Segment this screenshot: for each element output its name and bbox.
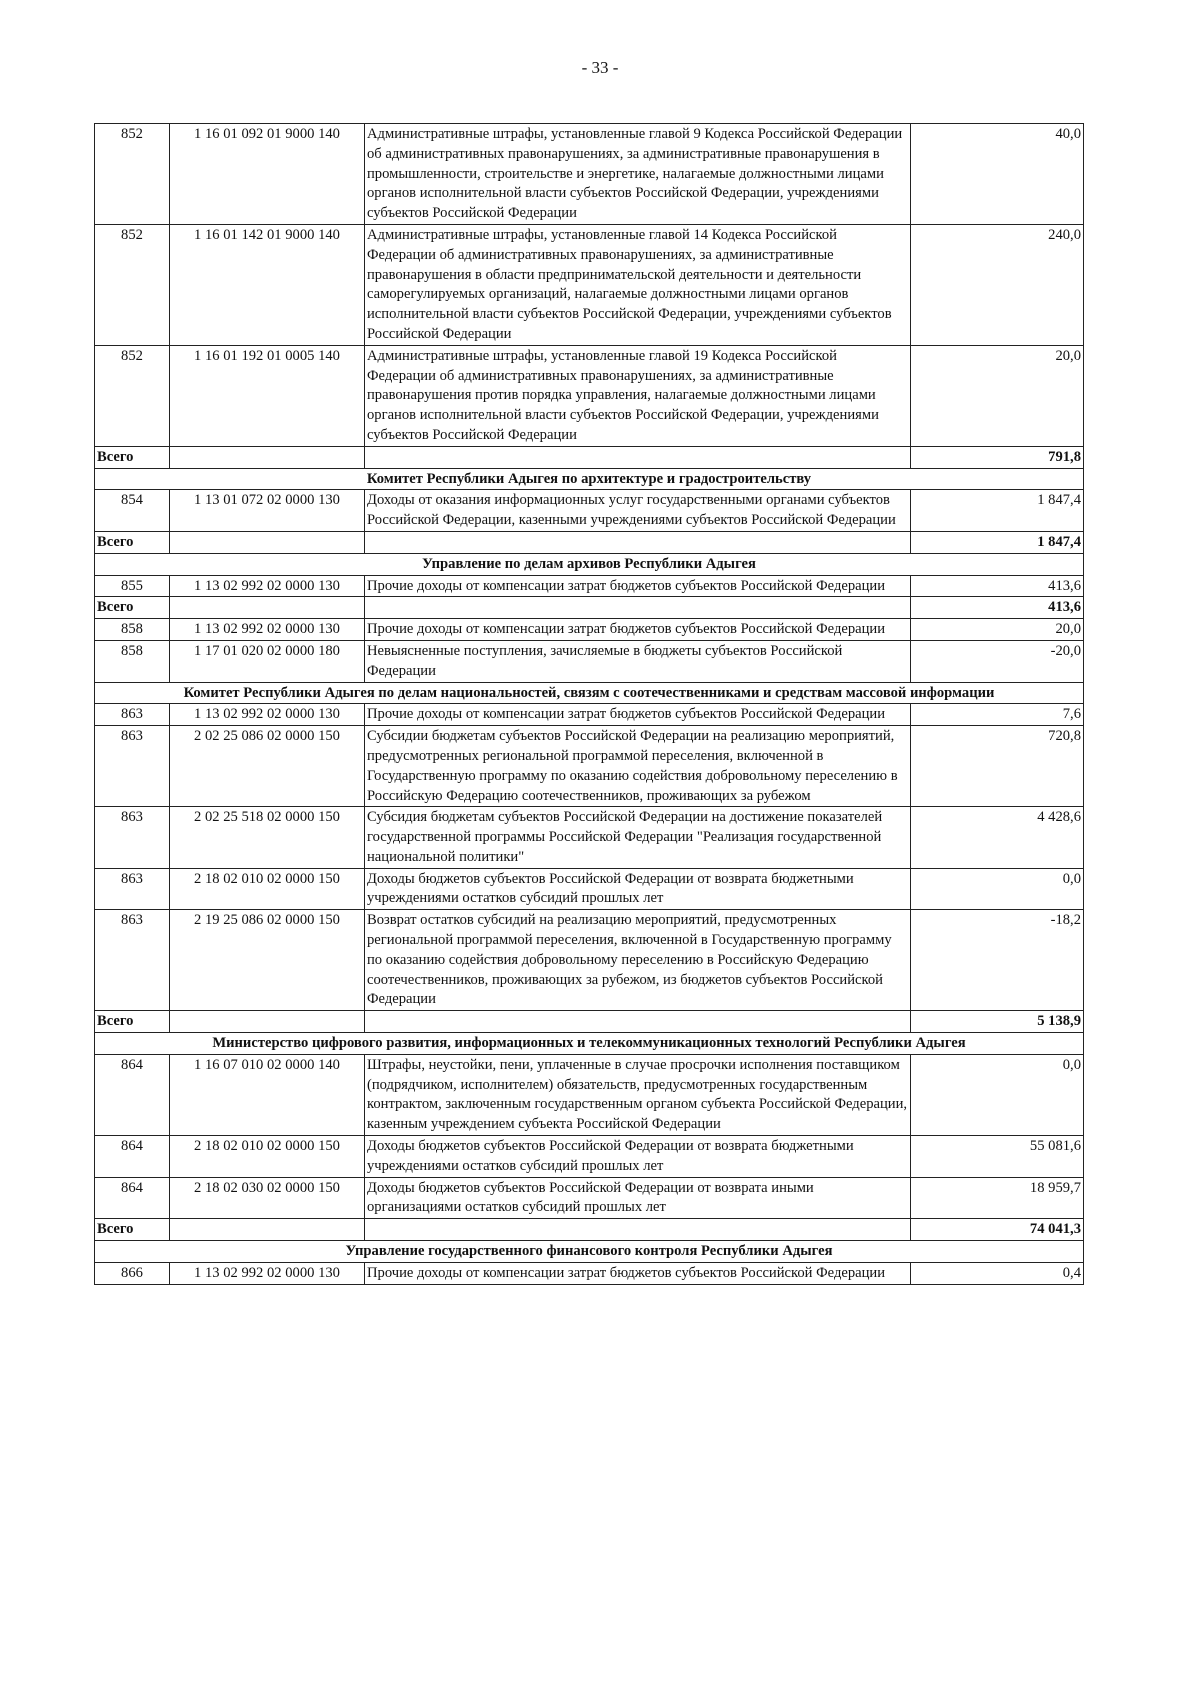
revenue-code-cell: 1 13 02 992 02 0000 130 [170,704,365,726]
amount-cell: 240,0 [911,224,1084,345]
amount-cell: 1 847,4 [911,490,1084,532]
table-row [95,726,1084,807]
admin-code-cell: 866 [95,1262,170,1284]
total-row [95,1219,1084,1241]
table-row [95,640,1084,682]
empty-cell [365,446,911,468]
admin-code-cell: 864 [95,1177,170,1219]
page-number: - 33 - [581,58,619,77]
empty-cell [365,597,911,619]
revenue-name-cell: Административные штрафы, установленные главой 14 Кодекса Российской Федерации об административных правонарушениях, за административные правонарушения в области предпринимательской деятельности и деятельности саморегулируемых организаций, налагаемые должностными лицами органов исполнительной власти субъектов Российской Федерации, учреждениями субъектов Российской Федерации [365,224,911,345]
empty-cell [170,1011,365,1033]
revenue-code-cell: 1 17 01 020 02 0000 180 [170,640,365,682]
revenue-name-cell: Субсидии бюджетам субъектов Российской Федерации на реализацию мероприятий, предусмотренных региональной программой переселения, включенной в Государственную программу по оказанию содействия добровольному переселению в Российскую Федерацию соотечественников, проживающих за рубежом [365,726,911,807]
table-row [95,1054,1084,1135]
amount-cell: 4 428,6 [911,807,1084,868]
admin-code-cell: 852 [95,345,170,446]
total-label-cell: Всего [95,1219,170,1241]
table-row [95,619,1084,641]
admin-code-cell: 863 [95,868,170,910]
admin-code-cell: 852 [95,124,170,225]
table-row [95,1177,1084,1219]
revenue-code-cell: 1 13 02 992 02 0000 130 [170,575,365,597]
section-title-cell: Комитет Республики Адыгея по делам национальностей, связям с соотечественниками и средствам массовой информации [95,682,1084,704]
amount-cell: -18,2 [911,910,1084,1011]
total-amount-cell: 5 138,9 [911,1011,1084,1033]
revenue-name-cell: Штрафы, неустойки, пени, уплаченные в случае просрочки исполнения поставщиком (подрядчиком, исполнителем) обязательств, предусмотренных государственным контрактом, заключенным государственным органом субъекта Российской Федерации, казенным учреждением субъекта Российской Федерации [365,1054,911,1135]
admin-code-cell: 854 [95,490,170,532]
revenue-table-body [95,124,1084,1285]
revenue-table [94,123,1084,1285]
section-header-row [95,468,1084,490]
revenue-code-cell: 1 16 01 192 01 0005 140 [170,345,365,446]
section-title-cell: Комитет Республики Адыгея по архитектуре и градостроительству [95,468,1084,490]
empty-cell [365,531,911,553]
amount-cell: 20,0 [911,619,1084,641]
amount-cell: -20,0 [911,640,1084,682]
revenue-name-cell: Доходы бюджетов субъектов Российской Федерации от возврата бюджетными учреждениями остатков субсидий прошлых лет [365,1136,911,1178]
revenue-name-cell: Доходы бюджетов субъектов Российской Федерации от возврата бюджетными учреждениями остатков субсидий прошлых лет [365,868,911,910]
table-row [95,345,1084,446]
revenue-name-cell: Прочие доходы от компенсации затрат бюджетов субъектов Российской Федерации [365,1262,911,1284]
admin-code-cell: 863 [95,910,170,1011]
table-row [95,1136,1084,1178]
amount-cell: 40,0 [911,124,1084,225]
amount-cell: 0,4 [911,1262,1084,1284]
total-amount-cell: 413,6 [911,597,1084,619]
revenue-name-cell: Прочие доходы от компенсации затрат бюджетов субъектов Российской Федерации [365,575,911,597]
section-title-cell: Министерство цифрового развития, информационных и телекоммуникационных технологий Республики Адыгея [95,1033,1084,1055]
total-row [95,1011,1084,1033]
table-row [95,124,1084,225]
revenue-name-cell: Доходы от оказания информационных услуг государственными органами субъектов Российской Федерации, казенными учреждениями субъектов Российской Федерации [365,490,911,532]
total-amount-cell: 1 847,4 [911,531,1084,553]
section-header-row [95,682,1084,704]
revenue-code-cell: 2 02 25 086 02 0000 150 [170,726,365,807]
table-row [95,224,1084,345]
empty-cell [170,446,365,468]
amount-cell: 20,0 [911,345,1084,446]
amount-cell: 55 081,6 [911,1136,1084,1178]
total-amount-cell: 74 041,3 [911,1219,1084,1241]
revenue-code-cell: 2 02 25 518 02 0000 150 [170,807,365,868]
total-amount-cell: 791,8 [911,446,1084,468]
revenue-code-cell: 1 16 01 142 01 9000 140 [170,224,365,345]
revenue-name-cell: Субсидия бюджетам субъектов Российской Федерации на достижение показателей государственной программы Российской Федерации "Реализация государственной национальной политики" [365,807,911,868]
admin-code-cell: 863 [95,704,170,726]
revenue-code-cell: 1 16 07 010 02 0000 140 [170,1054,365,1135]
revenue-code-cell: 1 13 02 992 02 0000 130 [170,619,365,641]
revenue-code-cell: 1 13 01 072 02 0000 130 [170,490,365,532]
total-label-cell: Всего [95,531,170,553]
total-label-cell: Всего [95,597,170,619]
total-row [95,597,1084,619]
revenue-name-cell: Прочие доходы от компенсации затрат бюджетов субъектов Российской Федерации [365,619,911,641]
admin-code-cell: 858 [95,619,170,641]
revenue-name-cell: Возврат остатков субсидий на реализацию мероприятий, предусмотренных региональной программой переселения, включенной в Государственную программу по оказанию содействия добровольному переселению в Российскую Федерацию соотечественников, проживающих за рубежом, из бюджетов субъектов Российской Федерации [365,910,911,1011]
section-title-cell: Управление по делам архивов Республики Адыгея [95,553,1084,575]
admin-code-cell: 864 [95,1136,170,1178]
section-header-row [95,1241,1084,1263]
revenue-code-cell: 2 18 02 010 02 0000 150 [170,1136,365,1178]
section-header-row [95,1033,1084,1055]
revenue-code-cell: 2 19 25 086 02 0000 150 [170,910,365,1011]
amount-cell: 7,6 [911,704,1084,726]
total-label-cell: Всего [95,446,170,468]
empty-cell [365,1219,911,1241]
revenue-name-cell: Административные штрафы, установленные главой 9 Кодекса Российской Федерации об административных правонарушениях, за административные правонарушения в промышленности, строительстве и энергетике, налагаемые должностными лицами органов исполнительной власти субъектов Российской Федерации, учреждениями субъектов Российской Федерации [365,124,911,225]
amount-cell: 0,0 [911,868,1084,910]
admin-code-cell: 858 [95,640,170,682]
total-row [95,531,1084,553]
table-row [95,575,1084,597]
revenue-name-cell: Административные штрафы, установленные главой 19 Кодекса Российской Федерации об административных правонарушениях, за административные правонарушения против порядка управления, налагаемые должностными лицами органов исполнительной власти субъектов Российской Федерации, учреждениями субъектов Российской Федерации [365,345,911,446]
table-row [95,704,1084,726]
admin-code-cell: 863 [95,807,170,868]
table-row [95,1262,1084,1284]
revenue-code-cell: 2 18 02 030 02 0000 150 [170,1177,365,1219]
empty-cell [170,1219,365,1241]
amount-cell: 0,0 [911,1054,1084,1135]
admin-code-cell: 863 [95,726,170,807]
empty-cell [170,531,365,553]
revenue-name-cell: Невыясненные поступления, зачисляемые в бюджеты субъектов Российской Федерации [365,640,911,682]
revenue-name-cell: Доходы бюджетов субъектов Российской Федерации от возврата иными организациями остатков субсидий прошлых лет [365,1177,911,1219]
total-label-cell: Всего [95,1011,170,1033]
section-header-row [95,553,1084,575]
amount-cell: 18 959,7 [911,1177,1084,1219]
revenue-name-cell: Прочие доходы от компенсации затрат бюджетов субъектов Российской Федерации [365,704,911,726]
total-row [95,446,1084,468]
empty-cell [170,597,365,619]
table-row [95,910,1084,1011]
amount-cell: 720,8 [911,726,1084,807]
empty-cell [365,1011,911,1033]
revenue-code-cell: 1 13 02 992 02 0000 130 [170,1262,365,1284]
section-title-cell: Управление государственного финансового контроля Республики Адыгея [95,1241,1084,1263]
admin-code-cell: 855 [95,575,170,597]
revenue-code-cell: 1 16 01 092 01 9000 140 [170,124,365,225]
admin-code-cell: 852 [95,224,170,345]
table-row [95,490,1084,532]
table-row [95,807,1084,868]
amount-cell: 413,6 [911,575,1084,597]
table-row [95,868,1084,910]
admin-code-cell: 864 [95,1054,170,1135]
revenue-code-cell: 2 18 02 010 02 0000 150 [170,868,365,910]
